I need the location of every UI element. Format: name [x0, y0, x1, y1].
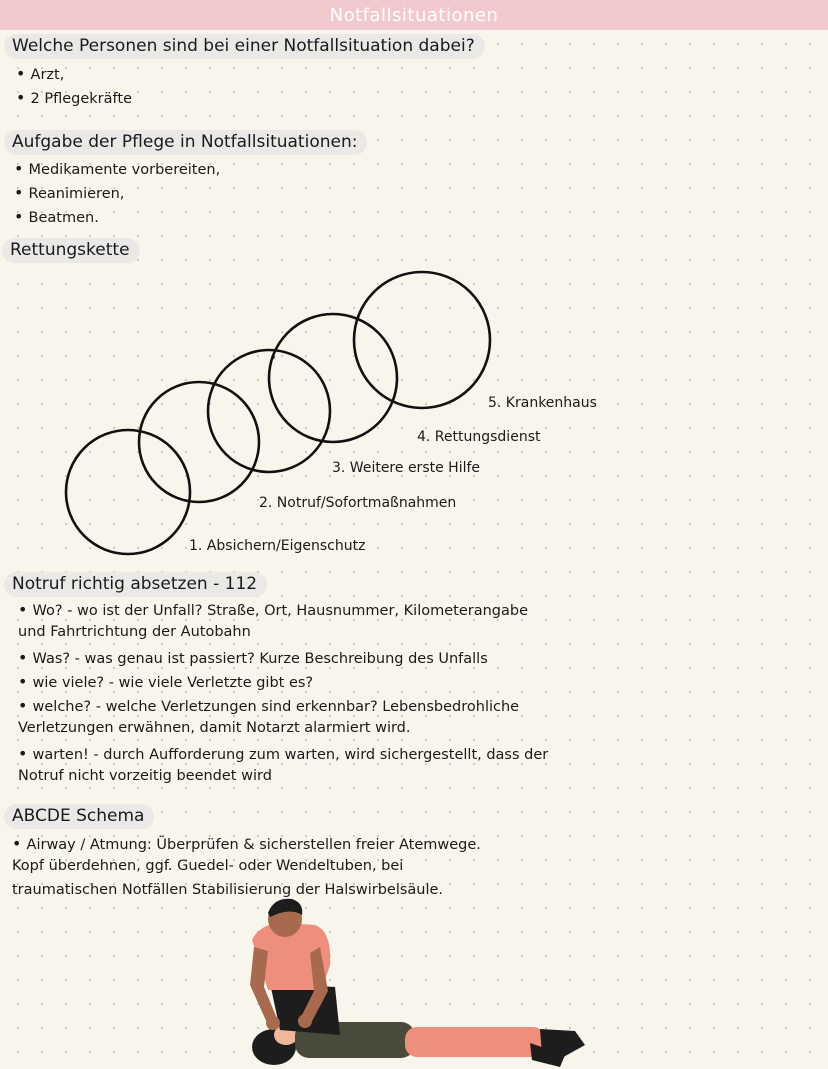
heading-personen: Welche Personen sind bei einer Notfallsituation dabei? [4, 34, 485, 59]
chain-step-1: 1. Absichern/Eigenschutz [189, 538, 366, 554]
heading-notruf: Notruf richtig absetzen - 112 [4, 572, 267, 597]
chain-circle-5 [354, 272, 490, 408]
abcde-line: traumatischen Notfällen Stabilisierung der Halswirbelsäule. [12, 882, 444, 898]
notruf-line: • wie viele? - wie viele Verletzte gibt es? [18, 672, 313, 691]
chain-circle-1 [66, 430, 190, 554]
patient-legs [405, 1027, 545, 1057]
title-bar [0, 0, 828, 30]
chain-step-4: 4. Rettungsdienst [417, 429, 541, 445]
abcde-line: Kopf überdehnen, ggf. Guedel- oder Wendeltuben, bei [12, 858, 404, 874]
list-item: • Medikamente vorbereiten, [14, 159, 220, 178]
heading-rettungskette: Rettungskette [2, 238, 140, 263]
heading-abcde: ABCDE Schema [4, 804, 154, 829]
chain-circle-2 [139, 382, 259, 502]
abcde-line: • Airway / Atmung: Überprüfen & sicherstellen freier Atemwege. [12, 834, 481, 853]
list-item: • 2 Pflegekräfte [16, 88, 132, 107]
list-item: • Beatmen. [14, 207, 99, 226]
chain-step-3: 3. Weitere erste Hilfe [332, 460, 481, 476]
heading-aufgabe: Aufgabe der Pflege in Notfallsituationen: [4, 130, 367, 155]
chain-step-5: 5. Krankenhaus [488, 395, 597, 411]
notruf-line: • Wo? - wo ist der Unfall? Straße, Ort, Hausnummer, Kilometerangabe [18, 600, 528, 619]
rettungskette-diagram [60, 268, 630, 568]
list-item: • Reanimieren, [14, 183, 124, 202]
notruf-line: • warten! - durch Aufforderung zum warten, wird sichergestellt, dass der [18, 744, 548, 763]
notruf-line: und Fahrtrichtung der Autobahn [18, 624, 251, 640]
chain-circle-4 [269, 314, 397, 442]
page-title: Notfallsituationen [329, 5, 499, 26]
cpr-illustration [240, 895, 590, 1069]
list-item: • Arzt, [16, 64, 64, 83]
notruf-line: • Was? - was genau ist passiert? Kurze Beschreibung des Unfalls [18, 648, 488, 667]
notruf-line: Verletzungen erwähnen, damit Notarzt alarmiert wird. [18, 720, 411, 736]
notruf-line: • welche? - welche Verletzungen sind erkennbar? Lebensbedrohliche [18, 696, 519, 715]
chain-step-2: 2. Notruf/Sofortmaßnahmen [259, 495, 457, 511]
notruf-line: Notruf nicht vorzeitig beendet wird [18, 768, 272, 784]
